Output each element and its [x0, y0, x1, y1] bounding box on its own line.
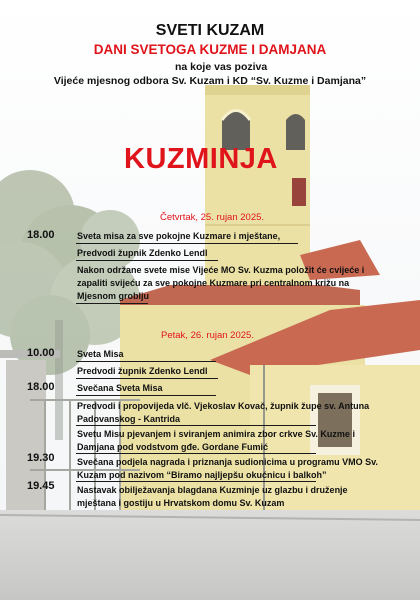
divider [76, 243, 298, 244]
divider [76, 481, 316, 482]
event-name: KUZMINJA [124, 143, 278, 175]
day2-event-2: Predvodi župnik Zdenko Lendl [77, 366, 208, 376]
day2-time-4: 19.45 [27, 480, 55, 492]
day2-event-7-line-2: mještana i gostiju u Hrvatskom domu Sv. Kuzam [77, 498, 285, 508]
day2-event-1: Sveta Misa [77, 349, 124, 359]
day2-event-3: Svečana Sveta Misa [77, 383, 163, 393]
day2-event-6-line-1: Svečana podjela nagrada i priznanja sudionicima u programu VMO Sv. [77, 457, 378, 467]
day1-event-1: Sveta misa za sve pokojne Kuzmare i mještane, [77, 231, 281, 241]
day2-event-5-line-1: Svetu Misu pjevanjem i sviranjem animira zbor crkve Sv. Kuzme i [77, 429, 355, 439]
day2-time-2: 18.00 [27, 381, 55, 393]
day2-event-5-line-2: Damjana pod vodstvom gđe. Gordane Fumić [77, 442, 269, 452]
day2-event-6-line-2: Kuzam pod nazivom “Biramo najljepšu okućnicu i balkoh” [77, 470, 327, 480]
divider [76, 395, 216, 396]
divider [76, 378, 218, 379]
divider [76, 303, 148, 304]
day2-time-1: 10.00 [27, 347, 55, 359]
day1-event-2: Predvodi župnik Zdenko Lendl [77, 248, 208, 258]
day1-time-1: 18.00 [27, 229, 55, 241]
divider [76, 361, 216, 362]
divider [76, 453, 316, 454]
poster-title: SVETI KUZAM [155, 22, 265, 39]
day2-event-4-line-2: Padovanskog - Kantrida [77, 414, 181, 424]
day2-event-7-line-1: Nastavak obilježavanja blagdana Kuzminje uz glazbu i druženje [77, 485, 348, 495]
day1-event-3-line-2: zapaliti svijeću za sve pokojne Kuzmare pri centralnom križu na [77, 278, 350, 288]
invite-text: na koje vas poziva [175, 61, 268, 73]
day1-event-3-line-1: Nakon održane svete mise Vijeće MO Sv. Kuzma položit će cvijeće i [77, 265, 365, 275]
organizers-text: Vijeće mjesnog odbora Sv. Kuzam i KD “Sv. Kuzme i Damjana” [53, 75, 367, 87]
day1-event-3-line-3: Mjesnom groblju [77, 291, 149, 301]
day2-event-4-line-1: Predvodi i propovijeda vlč. Vjekoslav Kovač, župnik župe sv. Antuna [77, 401, 370, 411]
day2-date: Petak, 26. rujan 2025. [161, 330, 254, 341]
day1-date: Četvrtak, 25. rujan 2025. [160, 212, 265, 223]
day2-time-3: 19.30 [27, 452, 55, 464]
poster-subtitle: DANI SVETOGA KUZME I DAMJANA [93, 42, 327, 57]
divider [76, 425, 316, 426]
divider [76, 260, 218, 261]
